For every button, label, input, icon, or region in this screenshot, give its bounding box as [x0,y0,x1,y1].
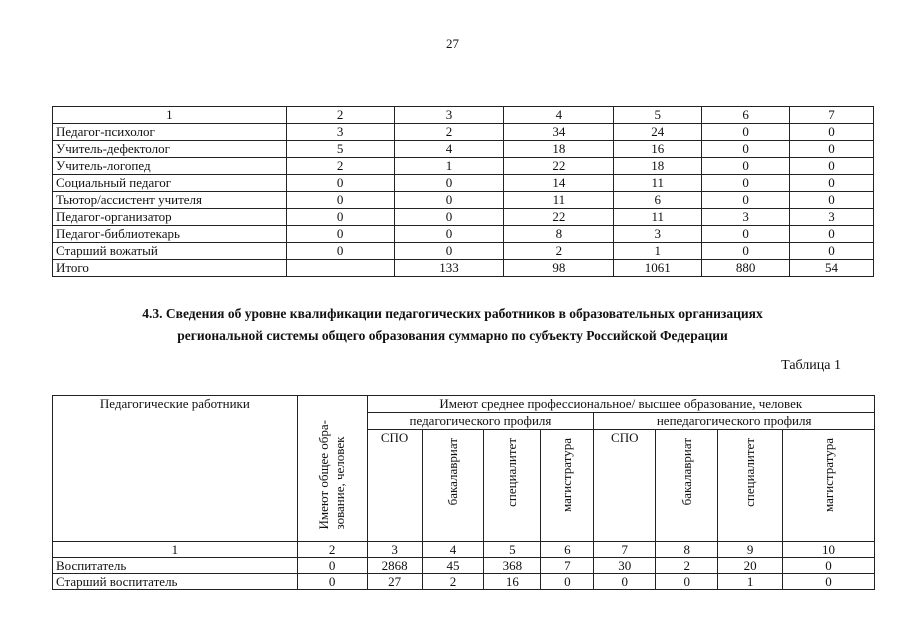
subcol-spo: СПО [594,430,656,542]
table-cell: 2 [422,574,484,590]
table-cell [286,260,394,277]
table-cell: 3 [702,209,790,226]
total-row [53,260,874,277]
table-cell: 0 [702,141,790,158]
table-cell: 0 [286,209,394,226]
table-cell: 16 [614,141,702,158]
table-row [53,192,874,209]
row-label: Педагог-библиотекарь [53,226,287,243]
table-cell: 54 [790,260,874,277]
table-cell: 0 [394,209,504,226]
column-number: 10 [783,542,875,558]
table-cell: 7 [541,558,594,574]
table-row [53,124,874,141]
table-cell: 0 [790,226,874,243]
teachers-column-header: Педагогические работники [53,396,298,542]
column-number-row [53,542,875,558]
column-number: 9 [718,542,783,558]
table-row [53,175,874,192]
subcol-master [783,430,875,542]
table-cell: 27 [367,574,422,590]
table-cell: 24 [614,124,702,141]
general-education-header [297,396,367,542]
table-cell: 45 [422,558,484,574]
table-cell: 11 [614,175,702,192]
section-title-line: региональной системы общего образования суммарно по субъекту Российской Федерации [177,328,728,343]
table-cell: 3 [790,209,874,226]
subcol-spo: СПО [367,430,422,542]
subcol-master [541,430,594,542]
subcol-specialist [484,430,541,542]
table-cell: 0 [656,574,718,590]
header-cell: 4 [504,107,614,124]
table-caption: Таблица 1 [781,358,841,373]
table-row [53,558,875,574]
table-cell: 2868 [367,558,422,574]
subcol-specialist [718,430,783,542]
table-row [53,158,874,175]
table-cell: 1 [718,574,783,590]
table-cell: 11 [504,192,614,209]
table-cell: 3 [286,124,394,141]
table-cell: 0 [394,175,504,192]
table-cell: 0 [394,226,504,243]
subcol-specialist-label: специалитет [742,438,758,507]
section-title [0,303,905,347]
row-label: Учитель-логопед [53,158,287,175]
table-cell: 0 [790,243,874,260]
group-pedagogical: педагогического профиля [367,413,594,430]
qualification-table [52,395,875,590]
table-cell: 98 [504,260,614,277]
row-label: Старший воспитатель [53,574,298,590]
column-number: 2 [297,542,367,558]
table-cell: 14 [504,175,614,192]
table-cell: 0 [790,175,874,192]
page-number: 27 [446,36,459,51]
column-number: 8 [656,542,718,558]
table-cell: 6 [614,192,702,209]
column-number: 6 [541,542,594,558]
header-cell: 6 [702,107,790,124]
subcol-master-label: магистратура [559,438,575,513]
table-cell: 0 [394,243,504,260]
table-cell: 2 [286,158,394,175]
table-row [53,574,875,590]
general-education-line: зование, человек [332,436,348,529]
table-cell: 0 [783,558,875,574]
table-cell: 4 [394,141,504,158]
table-cell: 1 [614,243,702,260]
table-cell: 1 [394,158,504,175]
header-cell: 3 [394,107,504,124]
table-cell: 0 [297,574,367,590]
table-cell: 20 [718,558,783,574]
table-cell: 2 [504,243,614,260]
table-header-row [53,107,874,124]
column-number: 7 [594,542,656,558]
table-cell: 0 [790,141,874,158]
header-cell: 1 [53,107,287,124]
table-cell: 0 [702,243,790,260]
table-cell: 0 [541,574,594,590]
row-label: Учитель-дефектолог [53,141,287,158]
table-cell: 18 [614,158,702,175]
row-label: Педагог-психолог [53,124,287,141]
table-cell: 0 [702,158,790,175]
table-cell: 2 [394,124,504,141]
table-cell: 8 [504,226,614,243]
table-cell: 0 [286,243,394,260]
table-cell: 0 [297,558,367,574]
row-label: Социальный педагог [53,175,287,192]
table-cell: 18 [504,141,614,158]
column-number: 5 [484,542,541,558]
general-education-line: Имеют общее обра- [316,419,332,529]
table-cell: 0 [394,192,504,209]
table-cell: 0 [702,124,790,141]
table-cell: 5 [286,141,394,158]
table-cell: 880 [702,260,790,277]
table-cell: 0 [783,574,875,590]
header-cell: 2 [286,107,394,124]
subcol-master-label: магистратура [820,438,836,513]
subcol-bachelor [422,430,484,542]
table-cell: 0 [286,226,394,243]
table-cell: 1061 [614,260,702,277]
row-label: Педагог-организатор [53,209,287,226]
section-title-line: 4.3. Сведения об уровне квалификации педагогических работников в образовательных организациях [142,306,763,321]
row-label: Итого [53,260,287,277]
table-cell: 0 [286,175,394,192]
header-cell: 5 [614,107,702,124]
table-cell: 30 [594,558,656,574]
table-cell: 0 [790,124,874,141]
column-number: 1 [53,542,298,558]
subcol-bachelor [656,430,718,542]
table-row [53,141,874,158]
general-education-label [316,420,348,529]
table-cell: 0 [790,158,874,175]
staff-count-table [52,106,874,277]
subcol-specialist-label: специалитет [504,438,520,507]
table-cell: 2 [656,558,718,574]
header-cell: 7 [790,107,874,124]
table-cell: 0 [594,574,656,590]
table-cell: 0 [702,192,790,209]
table-cell: 0 [702,175,790,192]
table-cell: 0 [702,226,790,243]
table-cell: 34 [504,124,614,141]
spo-higher-header: Имеют среднее профессиональное/ высшее образование, человек [367,396,874,413]
group-non-pedagogical: непедагогического профиля [594,413,875,430]
row-label: Тьютор/ассистент учителя [53,192,287,209]
table-cell: 0 [286,192,394,209]
subcol-bachelor-label: бакалавриат [678,438,694,506]
table-cell: 11 [614,209,702,226]
table-cell: 22 [504,209,614,226]
table-cell: 0 [790,192,874,209]
row-label: Старший вожатый [53,243,287,260]
table-cell: 3 [614,226,702,243]
column-number: 4 [422,542,484,558]
column-number: 3 [367,542,422,558]
table-row [53,243,874,260]
row-label: Воспитатель [53,558,298,574]
table-cell: 368 [484,558,541,574]
header-row-top [53,396,875,413]
table-cell: 22 [504,158,614,175]
table-cell: 133 [394,260,504,277]
table-cell: 16 [484,574,541,590]
subcol-bachelor-label: бакалавриат [445,438,460,506]
table-row [53,209,874,226]
table-row [53,226,874,243]
